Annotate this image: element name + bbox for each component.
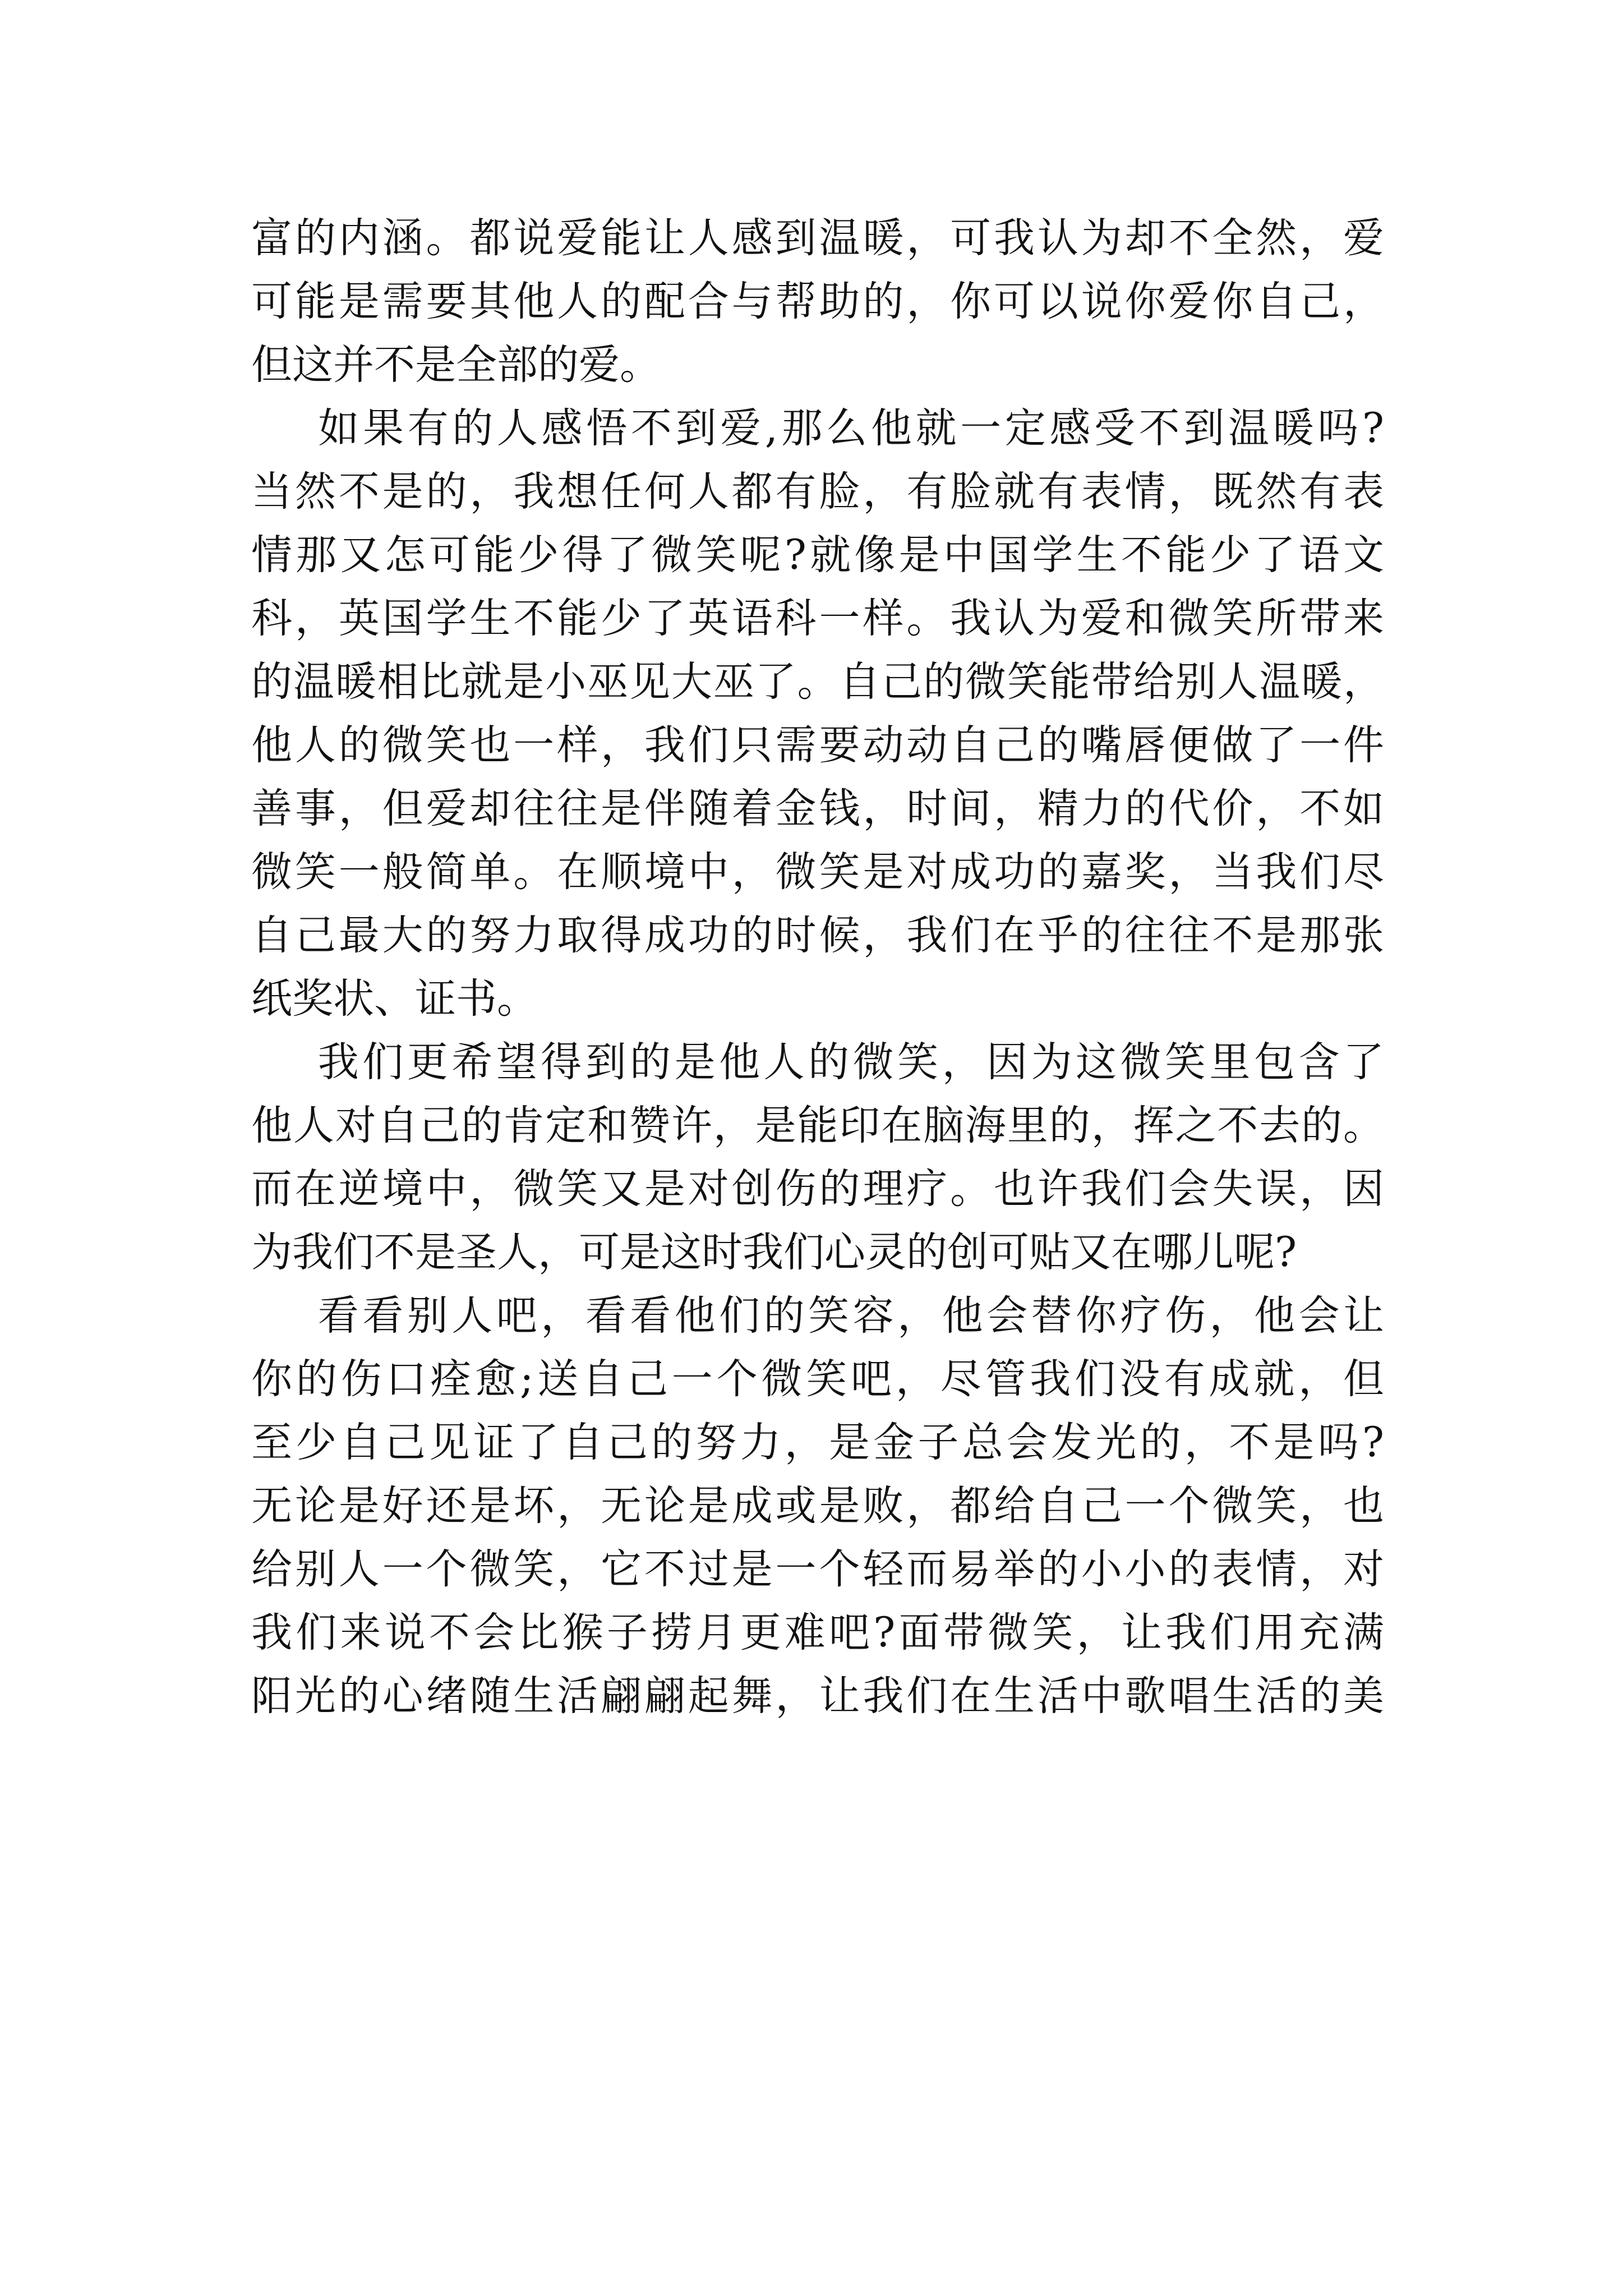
text-line: 我们来说不会比猴子捞月更难吧?面带微笑，让我们用充满 — [251, 1609, 1384, 1657]
text-line: 你的伤口痊愈;送自己一个微笑吧，尽管我们没有成就，但 — [251, 1355, 1384, 1403]
text-line: 无论是好还是坏，无论是成或是败，都给自己一个微笑，也 — [251, 1482, 1384, 1530]
text-line: 但这并不是全部的爱。 — [251, 341, 661, 389]
text-line: 微笑一般简单。在顺境中，微笑是对成功的嘉奖，当我们尽 — [251, 848, 1384, 896]
text-line: 的温暖相比就是小巫见大巫了。自己的微笑能带给别人温暖， — [251, 658, 1384, 706]
text-line: 而在逆境中，微笑又是对创伤的理疗。也许我们会失误，因 — [251, 1165, 1384, 1213]
text-line: 情那又怎可能少得了微笑呢?就像是中国学生不能少了语文 — [251, 531, 1384, 579]
text-line: 科，英国学生不能少了英语科一样。我认为爱和微笑所带来 — [251, 595, 1384, 642]
text-line: 当然不是的，我想任何人都有脸，有脸就有表情，既然有表 — [251, 468, 1384, 516]
text-line: 他人对自己的肯定和赞许，是能印在脑海里的，挥之不去的。 — [251, 1102, 1384, 1149]
text-line: 如果有的人感悟不到爱,那么他就一定感受不到温暖吗? — [251, 404, 1384, 452]
text-line: 他人的微笑也一样，我们只需要动动自己的嘴唇便做了一件 — [251, 721, 1384, 769]
text-line: 富的内涵。都说爱能让人感到温暖，可我认为却不全然，爱 — [251, 214, 1384, 262]
text-line: 阳光的心绪随生活翩翩起舞，让我们在生活中歌唱生活的美 — [251, 1672, 1384, 1720]
text-line: 给别人一个微笑，它不过是一个轻而易举的小小的表情，对 — [251, 1545, 1384, 1593]
text-line: 为我们不是圣人，可是这时我们心灵的创可贴又在哪儿呢? — [251, 1228, 1297, 1276]
text-line: 自己最大的努力取得成功的时候，我们在乎的往往不是那张 — [251, 912, 1384, 959]
text-line: 我们更希望得到的是他人的微笑，因为这微笑里包含了 — [251, 1038, 1384, 1086]
text-line: 善事，但爱却往往是伴随着金钱，时间，精力的代价，不如 — [251, 785, 1384, 832]
text-line: 纸奖状、证书。 — [251, 975, 538, 1023]
text-line: 看看别人吧，看看他们的笑容，他会替你疗伤，他会让 — [251, 1292, 1384, 1340]
text-line: 可能是需要其他人的配合与帮助的，你可以说你爱你自己， — [251, 278, 1384, 325]
text-line: 至少自己见证了自己的努力，是金子总会发光的，不是吗? — [251, 1419, 1384, 1466]
body-text — [251, 206, 1384, 1728]
